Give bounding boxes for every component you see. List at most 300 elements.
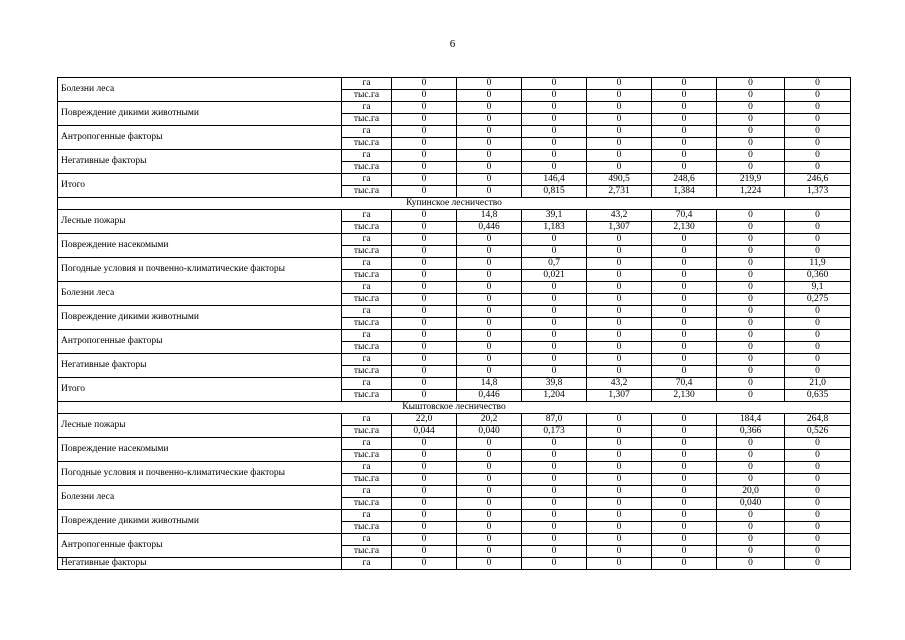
value-cell: 0 (785, 522, 851, 534)
unit-cell: тыс.га (342, 318, 392, 330)
value-cell: 1,307 (587, 390, 652, 402)
value-cell: 0 (652, 438, 717, 450)
value-cell: 0 (392, 510, 457, 522)
row-label: Лесные пожары (58, 210, 342, 234)
value-cell: 0 (587, 234, 652, 246)
unit-cell: га (342, 534, 392, 546)
value-cell: 0,526 (785, 426, 851, 438)
value-cell: 0 (392, 546, 457, 558)
row-label: Негативные факторы (58, 558, 342, 570)
value-cell: 0 (392, 318, 457, 330)
unit-cell: тыс.га (342, 498, 392, 510)
forest-damage-table (57, 77, 851, 570)
value-cell: 0 (522, 330, 587, 342)
value-cell: 0 (717, 354, 785, 366)
value-cell: 0 (717, 522, 785, 534)
value-cell: 0 (457, 150, 522, 162)
value-cell: 0,366 (717, 426, 785, 438)
value-cell: 0 (392, 366, 457, 378)
value-cell: 2,731 (587, 186, 652, 198)
unit-cell: га (342, 234, 392, 246)
value-cell: 264,8 (785, 414, 851, 426)
value-cell: 0 (652, 558, 717, 570)
value-cell: 14,8 (457, 378, 522, 390)
value-cell: 0 (587, 102, 652, 114)
value-cell: 0 (522, 90, 587, 102)
value-cell: 0 (392, 162, 457, 174)
value-cell: 0 (717, 558, 785, 570)
value-cell: 0 (457, 90, 522, 102)
value-cell: 0 (652, 258, 717, 270)
value-cell: 0 (457, 114, 522, 126)
value-cell: 0 (785, 510, 851, 522)
value-cell: 219,9 (717, 174, 785, 186)
value-cell: 0 (457, 306, 522, 318)
table-row (58, 486, 851, 498)
value-cell: 0 (785, 234, 851, 246)
value-cell: 0 (522, 354, 587, 366)
value-cell: 0 (457, 126, 522, 138)
value-cell: 0 (785, 78, 851, 90)
value-cell: 0 (392, 438, 457, 450)
value-cell: 0 (652, 294, 717, 306)
unit-cell: га (342, 174, 392, 186)
value-cell: 0 (785, 498, 851, 510)
value-cell: 0 (652, 426, 717, 438)
value-cell: 0 (785, 318, 851, 330)
value-cell: 0 (392, 78, 457, 90)
value-cell: 0 (717, 330, 785, 342)
value-cell: 0 (522, 234, 587, 246)
value-cell: 0 (587, 342, 652, 354)
value-cell: 0 (785, 138, 851, 150)
value-cell: 0 (392, 534, 457, 546)
value-cell: 0 (717, 90, 785, 102)
value-cell: 0 (457, 318, 522, 330)
value-cell: 0 (457, 462, 522, 474)
table-row (58, 150, 851, 162)
value-cell: 0 (652, 126, 717, 138)
row-label: Негативные факторы (58, 150, 342, 174)
value-cell: 0 (392, 222, 457, 234)
value-cell: 0 (587, 438, 652, 450)
unit-cell: га (342, 510, 392, 522)
value-cell: 0,021 (522, 270, 587, 282)
value-cell: 0 (785, 486, 851, 498)
value-cell: 0 (392, 102, 457, 114)
value-cell: 0 (717, 150, 785, 162)
value-cell: 0,040 (457, 426, 522, 438)
value-cell: 0 (587, 306, 652, 318)
value-cell: 0 (392, 342, 457, 354)
value-cell: 0 (652, 546, 717, 558)
value-cell: 0 (587, 450, 652, 462)
value-cell: 0 (522, 162, 587, 174)
unit-cell: га (342, 354, 392, 366)
value-cell: 0 (457, 546, 522, 558)
value-cell: 0 (717, 462, 785, 474)
table-row (58, 558, 851, 570)
value-cell: 0 (717, 270, 785, 282)
value-cell: 1,204 (522, 390, 587, 402)
table-row (58, 462, 851, 474)
unit-cell: тыс.га (342, 270, 392, 282)
value-cell: 0 (652, 78, 717, 90)
value-cell: 0 (457, 162, 522, 174)
value-cell: 0 (587, 522, 652, 534)
value-cell: 0 (717, 318, 785, 330)
value-cell: 0 (717, 438, 785, 450)
value-cell: 0 (392, 90, 457, 102)
value-cell: 0 (785, 246, 851, 258)
value-cell: 0 (652, 114, 717, 126)
value-cell: 0 (392, 174, 457, 186)
value-cell: 0 (717, 546, 785, 558)
row-label: Негативные факторы (58, 354, 342, 378)
value-cell: 0 (457, 558, 522, 570)
value-cell: 0 (652, 318, 717, 330)
value-cell: 0 (785, 546, 851, 558)
row-label: Болезни леса (58, 282, 342, 306)
value-cell: 0 (457, 258, 522, 270)
value-cell: 0 (652, 522, 717, 534)
value-cell: 0 (717, 510, 785, 522)
value-cell: 0 (457, 534, 522, 546)
value-cell: 39,1 (522, 210, 587, 222)
value-cell: 0 (717, 282, 785, 294)
value-cell: 0 (717, 102, 785, 114)
unit-cell: га (342, 150, 392, 162)
value-cell: 0 (785, 162, 851, 174)
value-cell: 0 (587, 330, 652, 342)
value-cell: 0 (717, 294, 785, 306)
value-cell: 184,4 (717, 414, 785, 426)
value-cell: 0 (652, 462, 717, 474)
value-cell: 0 (717, 234, 785, 246)
value-cell: 0 (785, 114, 851, 126)
value-cell: 0 (717, 78, 785, 90)
unit-cell: тыс.га (342, 294, 392, 306)
value-cell: 0 (457, 78, 522, 90)
value-cell: 1,183 (522, 222, 587, 234)
value-cell: 0 (392, 114, 457, 126)
value-cell: 0 (785, 102, 851, 114)
value-cell: 0 (522, 498, 587, 510)
value-cell: 0 (587, 282, 652, 294)
value-cell: 0 (457, 138, 522, 150)
value-cell: 0 (717, 366, 785, 378)
value-cell: 0 (587, 114, 652, 126)
value-cell: 0 (522, 366, 587, 378)
value-cell: 0 (652, 330, 717, 342)
value-cell: 0 (522, 546, 587, 558)
value-cell: 0 (392, 282, 457, 294)
value-cell: 0 (587, 78, 652, 90)
value-cell: 0 (457, 510, 522, 522)
value-cell: 21,0 (785, 378, 851, 390)
section-title: Купинское лесничество (58, 198, 851, 210)
section-header-row (58, 402, 851, 414)
row-label: Повреждение насекомыми (58, 438, 342, 462)
value-cell: 0 (457, 450, 522, 462)
value-cell: 0 (392, 450, 457, 462)
value-cell: 0 (717, 138, 785, 150)
value-cell: 0 (457, 498, 522, 510)
unit-cell: га (342, 330, 392, 342)
value-cell: 0,173 (522, 426, 587, 438)
unit-cell: тыс.га (342, 390, 392, 402)
value-cell: 0 (717, 222, 785, 234)
table-row (58, 534, 851, 546)
value-cell: 0 (717, 258, 785, 270)
value-cell: 0 (785, 210, 851, 222)
unit-cell: га (342, 558, 392, 570)
row-label: Повреждение дикими животными (58, 510, 342, 534)
value-cell: 0 (652, 234, 717, 246)
unit-cell: га (342, 306, 392, 318)
value-cell: 0 (587, 510, 652, 522)
value-cell: 0 (522, 114, 587, 126)
value-cell: 0 (652, 510, 717, 522)
value-cell: 0 (522, 318, 587, 330)
unit-cell: тыс.га (342, 90, 392, 102)
value-cell: 0 (652, 102, 717, 114)
value-cell: 0 (652, 366, 717, 378)
unit-cell: тыс.га (342, 138, 392, 150)
table-row (58, 306, 851, 318)
value-cell: 0 (587, 486, 652, 498)
value-cell: 1,384 (652, 186, 717, 198)
value-cell: 0 (587, 474, 652, 486)
value-cell: 39,8 (522, 378, 587, 390)
value-cell: 0 (392, 210, 457, 222)
value-cell: 0 (587, 414, 652, 426)
value-cell: 2,130 (652, 390, 717, 402)
value-cell: 0 (392, 306, 457, 318)
value-cell: 0 (457, 246, 522, 258)
row-label: Болезни леса (58, 486, 342, 510)
value-cell: 0 (587, 270, 652, 282)
value-cell: 0 (522, 438, 587, 450)
value-cell: 0 (392, 138, 457, 150)
value-cell: 0 (587, 150, 652, 162)
value-cell: 0 (587, 246, 652, 258)
unit-cell: га (342, 78, 392, 90)
value-cell: 248,6 (652, 174, 717, 186)
value-cell: 0 (522, 150, 587, 162)
value-cell: 0 (587, 318, 652, 330)
value-cell: 0 (522, 78, 587, 90)
value-cell: 0 (717, 534, 785, 546)
value-cell: 0 (652, 414, 717, 426)
value-cell: 0 (652, 354, 717, 366)
row-label: Антропогенные факторы (58, 126, 342, 150)
value-cell: 0 (457, 294, 522, 306)
value-cell: 43,2 (587, 210, 652, 222)
value-cell: 1,373 (785, 186, 851, 198)
table-row (58, 354, 851, 366)
value-cell: 0 (785, 558, 851, 570)
value-cell: 0 (392, 522, 457, 534)
section-header-row (58, 198, 851, 210)
value-cell: 0 (785, 330, 851, 342)
value-cell: 0,815 (522, 186, 587, 198)
value-cell: 0 (457, 486, 522, 498)
value-cell: 0 (587, 462, 652, 474)
value-cell: 0 (717, 342, 785, 354)
value-cell: 0 (785, 306, 851, 318)
value-cell: 0 (587, 90, 652, 102)
value-cell: 0 (457, 186, 522, 198)
value-cell: 0 (652, 486, 717, 498)
table-row (58, 282, 851, 294)
value-cell: 14,8 (457, 210, 522, 222)
value-cell: 0 (785, 342, 851, 354)
value-cell: 146,4 (522, 174, 587, 186)
value-cell: 0 (652, 270, 717, 282)
value-cell: 0 (785, 534, 851, 546)
value-cell: 0 (522, 534, 587, 546)
value-cell: 0 (392, 558, 457, 570)
value-cell: 0 (392, 186, 457, 198)
value-cell: 0 (457, 438, 522, 450)
value-cell: 0 (652, 162, 717, 174)
row-label: Лесные пожары (58, 414, 342, 438)
unit-cell: тыс.га (342, 186, 392, 198)
value-cell: 0 (457, 174, 522, 186)
value-cell: 0 (587, 162, 652, 174)
value-cell: 0 (457, 234, 522, 246)
unit-cell: тыс.га (342, 522, 392, 534)
unit-cell: тыс.га (342, 474, 392, 486)
row-label: Антропогенные факторы (58, 534, 342, 558)
unit-cell: га (342, 282, 392, 294)
value-cell: 0 (522, 510, 587, 522)
unit-cell: тыс.га (342, 114, 392, 126)
value-cell: 0 (392, 486, 457, 498)
table-row (58, 414, 851, 426)
value-cell: 1,307 (587, 222, 652, 234)
table-row (58, 102, 851, 114)
value-cell: 0 (652, 246, 717, 258)
value-cell: 0,446 (457, 222, 522, 234)
value-cell: 0 (392, 150, 457, 162)
value-cell: 0 (652, 138, 717, 150)
value-cell: 2,130 (652, 222, 717, 234)
value-cell: 0 (457, 342, 522, 354)
value-cell: 0 (392, 234, 457, 246)
value-cell: 0 (392, 126, 457, 138)
value-cell: 0 (522, 450, 587, 462)
unit-cell: га (342, 210, 392, 222)
value-cell: 0 (522, 138, 587, 150)
unit-cell: га (342, 414, 392, 426)
unit-cell: тыс.га (342, 222, 392, 234)
value-cell: 0 (652, 450, 717, 462)
value-cell: 0 (457, 474, 522, 486)
value-cell: 0 (587, 534, 652, 546)
value-cell: 20,0 (717, 486, 785, 498)
value-cell: 0 (457, 102, 522, 114)
value-cell: 0,7 (522, 258, 587, 270)
unit-cell: га (342, 378, 392, 390)
value-cell: 0 (652, 342, 717, 354)
table-row (58, 378, 851, 390)
row-label: Итого (58, 174, 342, 198)
value-cell: 70,4 (652, 210, 717, 222)
section-title: Кыштовское лесничество (58, 402, 851, 414)
value-cell: 0,635 (785, 390, 851, 402)
value-cell: 0 (522, 306, 587, 318)
value-cell: 0 (652, 282, 717, 294)
value-cell: 0 (785, 366, 851, 378)
value-cell: 0 (717, 378, 785, 390)
value-cell: 0,275 (785, 294, 851, 306)
unit-cell: га (342, 102, 392, 114)
value-cell: 0 (587, 366, 652, 378)
value-cell: 0 (785, 462, 851, 474)
unit-cell: тыс.га (342, 450, 392, 462)
table-row (58, 210, 851, 222)
row-label: Итого (58, 378, 342, 402)
row-label: Погодные условия и почвенно-климатические факторы (58, 462, 342, 486)
value-cell: 0 (522, 246, 587, 258)
value-cell: 0 (587, 138, 652, 150)
value-cell: 0 (522, 522, 587, 534)
value-cell: 0 (717, 162, 785, 174)
value-cell: 0 (392, 462, 457, 474)
value-cell: 0 (457, 270, 522, 282)
value-cell: 0 (652, 90, 717, 102)
value-cell: 0 (717, 246, 785, 258)
value-cell: 0 (717, 474, 785, 486)
table-row (58, 330, 851, 342)
value-cell: 0 (522, 126, 587, 138)
value-cell: 0 (785, 150, 851, 162)
value-cell: 0 (457, 330, 522, 342)
value-cell: 0 (652, 150, 717, 162)
unit-cell: га (342, 462, 392, 474)
value-cell: 0 (587, 558, 652, 570)
value-cell: 11,9 (785, 258, 851, 270)
value-cell: 0 (717, 306, 785, 318)
value-cell: 9,1 (785, 282, 851, 294)
value-cell: 0 (522, 294, 587, 306)
value-cell: 0 (717, 390, 785, 402)
value-cell: 0 (785, 222, 851, 234)
value-cell: 246,6 (785, 174, 851, 186)
value-cell: 0 (522, 486, 587, 498)
unit-cell: тыс.га (342, 162, 392, 174)
value-cell: 0 (652, 498, 717, 510)
value-cell: 0 (587, 498, 652, 510)
value-cell: 0 (785, 474, 851, 486)
unit-cell: тыс.га (342, 342, 392, 354)
unit-cell: га (342, 126, 392, 138)
value-cell: 0 (587, 294, 652, 306)
value-cell: 0 (522, 102, 587, 114)
value-cell: 0 (652, 306, 717, 318)
value-cell: 0 (392, 498, 457, 510)
value-cell: 0 (587, 546, 652, 558)
value-cell: 0 (785, 90, 851, 102)
unit-cell: тыс.га (342, 246, 392, 258)
value-cell: 0 (522, 558, 587, 570)
value-cell: 0 (392, 330, 457, 342)
value-cell: 0 (717, 450, 785, 462)
value-cell: 20,2 (457, 414, 522, 426)
row-label: Болезни леса (58, 78, 342, 102)
